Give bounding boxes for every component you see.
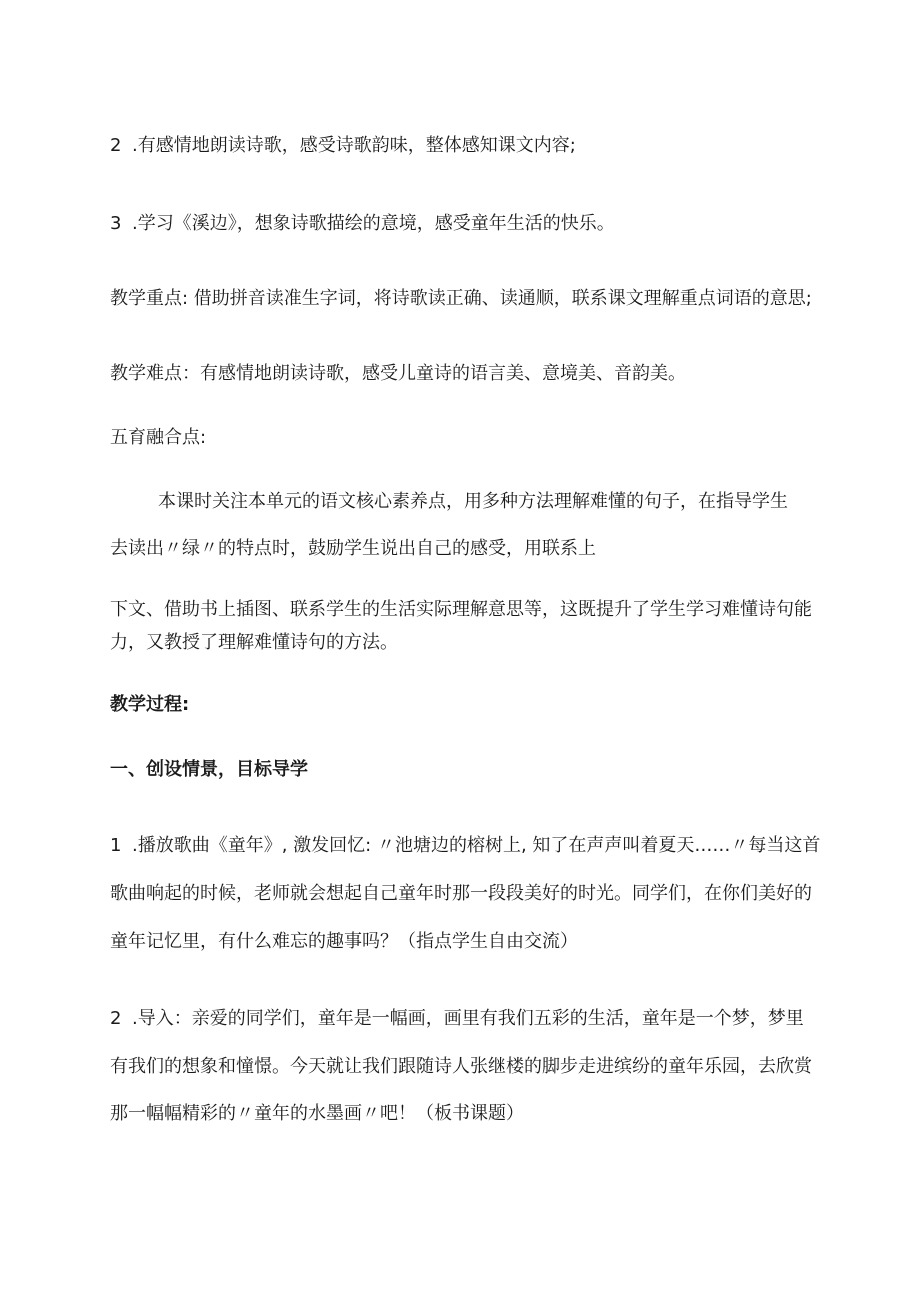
step-text: .导入：亲爱的同学们，童年是一幅画，画里有我们五彩的生活，童年是一个梦，梦里 — [132, 1008, 804, 1029]
fusion-paragraph-line: 力，又教授了理解难懂诗句的方法。 — [110, 632, 398, 653]
step-2-line — [110, 1007, 804, 1031]
step-number: 1 — [110, 835, 122, 856]
step-1-line: 童年记忆里，有什么难忘的趣事吗？（指点学生自由交流） — [110, 931, 578, 952]
objective-text: .学习《溪边》，想象诗歌描绘的意境，感受童年生活的快乐。 — [132, 213, 615, 234]
step-2-line: 那一幅幅精彩的〃童年的水墨画〃吧！（板书课题） — [110, 1103, 524, 1124]
step-text: .播放歌曲《童年》, 激发回忆: 〃池塘边的榕树上, 知了在声声叫着夏天……〃每当这首 — [132, 835, 821, 856]
step-2-line: 有我们的想象和憧憬。今天就让我们跟随诗人张继楼的脚步走进缤纷的童年乐园，去欣赏 — [110, 1056, 812, 1077]
objective-number: 2 — [110, 135, 122, 156]
key-point: 教学重点: 借助拼音读准生字词，将诗歌读正确、读通顺，联系课文理解重点词语的意思; — [110, 288, 812, 309]
fusion-heading: 五育融合点: — [110, 427, 207, 448]
difficult-point: 教学难点：有感情地朗读诗歌，感受儿童诗的语言美、意境美、音韵美。 — [110, 363, 686, 384]
process-heading: 教学过程: — [110, 694, 190, 715]
step-1-line: 歌曲响起的时候，老师就会想起自己童年时那一段段美好的时光。同学们，在你们美好的 — [110, 883, 812, 904]
fusion-paragraph-line: 下文、借助书上插图、联系学生的生活实际理解意思等，这既提升了学生学习难懂诗句能 — [110, 599, 812, 620]
step-number: 2 — [110, 1008, 122, 1029]
fusion-paragraph-line: 本课时关注本单元的语文核心素养点，用多种方法理解难懂的句子，在指导学生 — [158, 491, 788, 512]
objective-2 — [110, 134, 576, 158]
objective-number: 3 — [110, 213, 122, 234]
objective-3 — [110, 212, 615, 236]
fusion-paragraph-line: 去读出〃绿〃的特点时，鼓励学生说出自己的感受，用联系上 — [110, 538, 596, 559]
section-title: 一、创设情景，目标导学 — [110, 759, 308, 780]
step-1-line — [110, 834, 820, 858]
objective-text: .有感情地朗读诗歌，感受诗歌韵味，整体感知课文内容; — [132, 135, 576, 156]
